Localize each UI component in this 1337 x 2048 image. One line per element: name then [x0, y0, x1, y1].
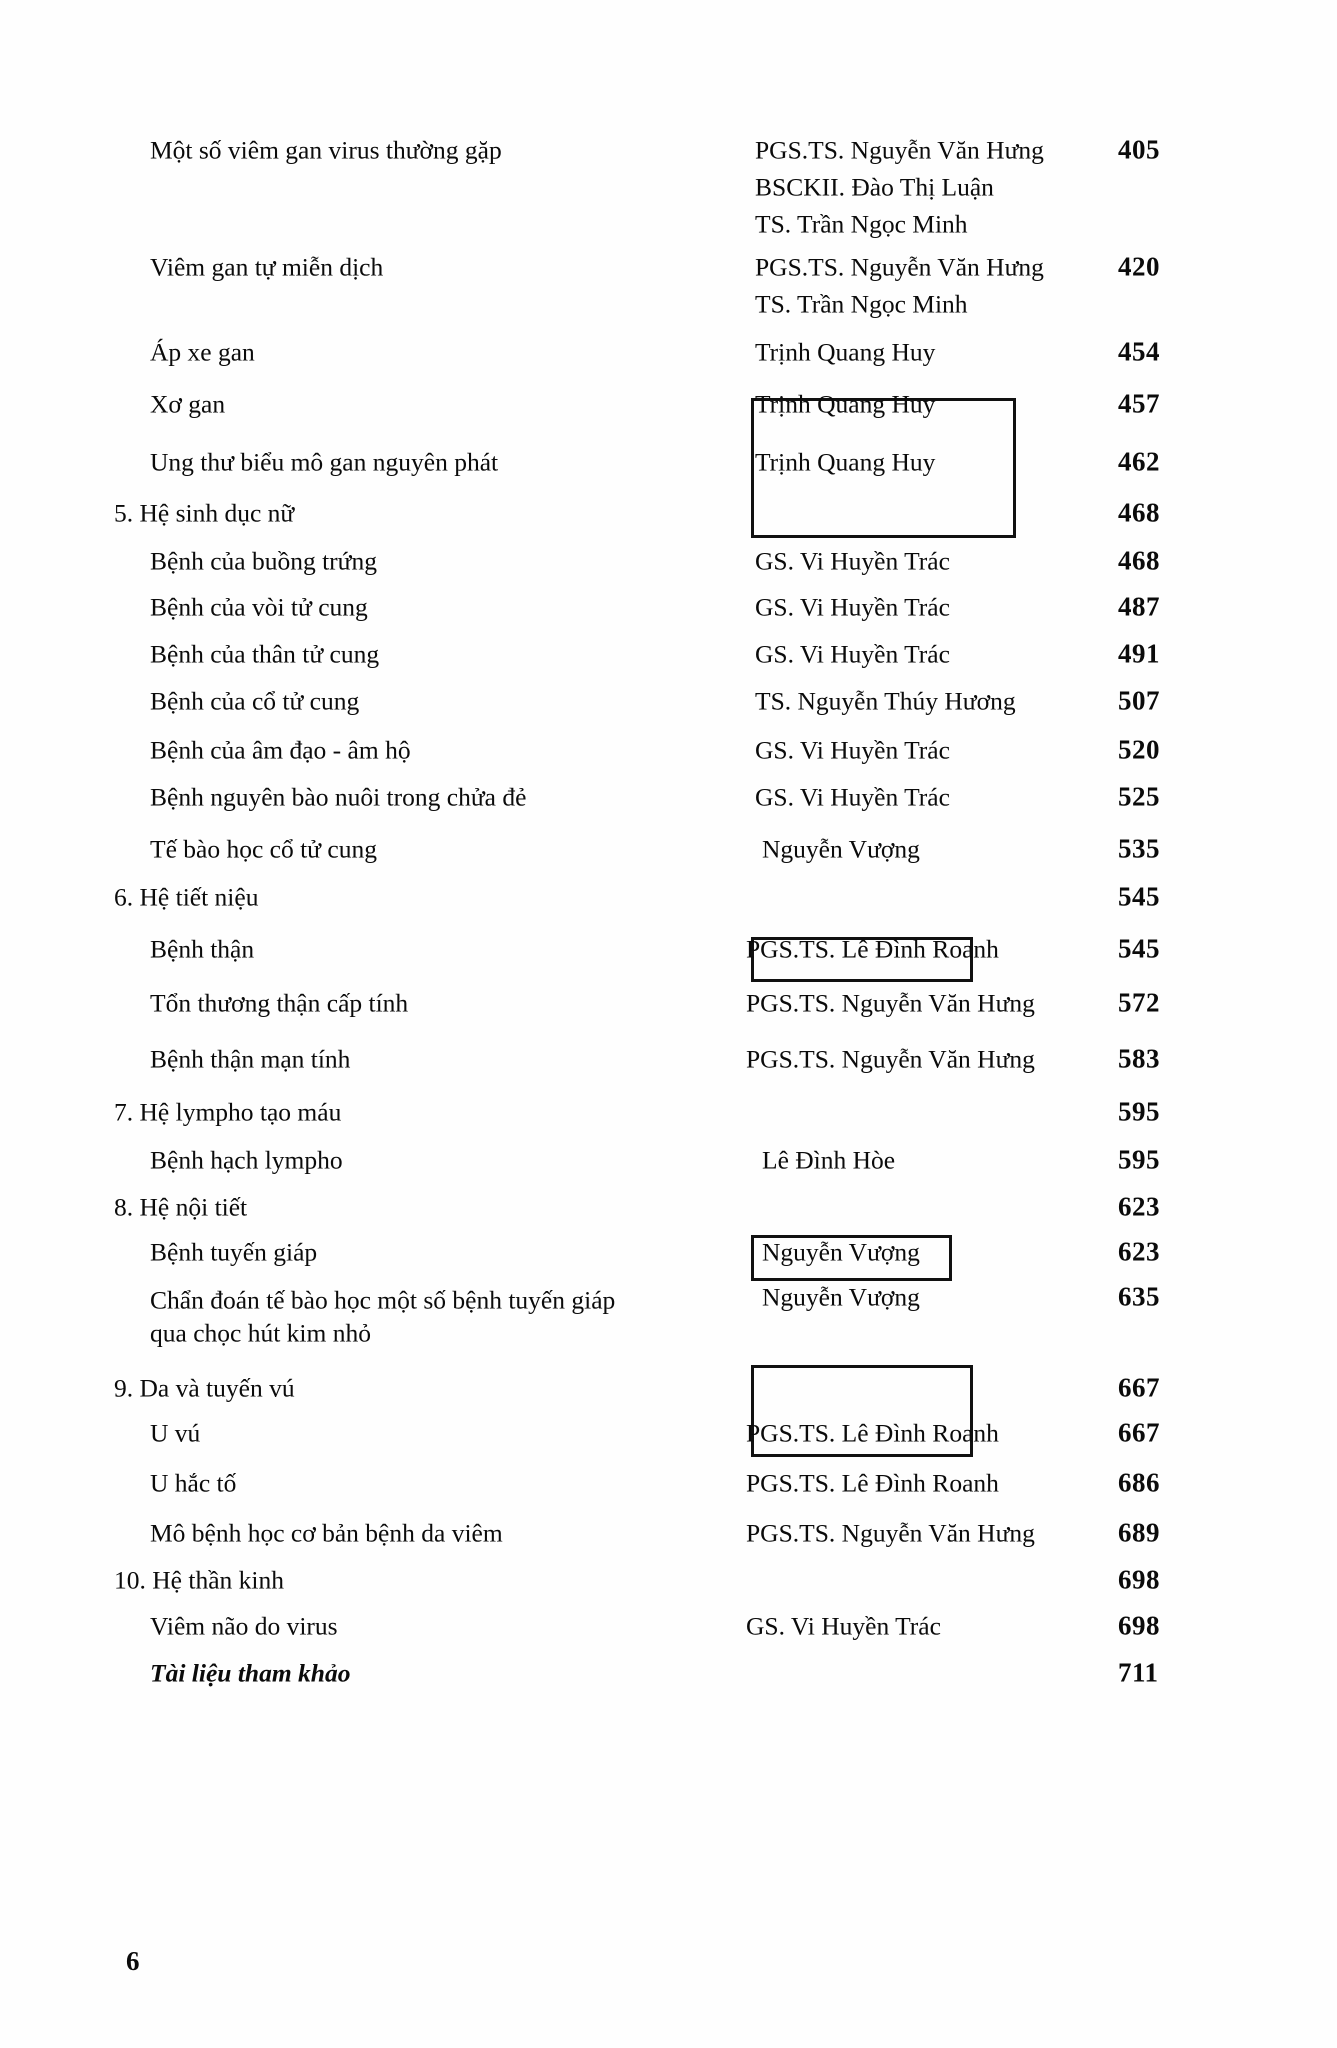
toc-entry-title[interactable]: Bệnh nguyên bào nuôi trong chửa đẻ — [150, 782, 527, 812]
toc-entry-title[interactable]: Viêm gan tự miễn dịch — [150, 252, 384, 282]
toc-entry-page[interactable]: 623 — [1118, 1236, 1160, 1267]
toc-entry-page[interactable]: 487 — [1118, 591, 1160, 622]
toc-entry-title[interactable]: Bệnh thận — [150, 934, 255, 964]
toc-entry-page[interactable]: 698 — [1118, 1610, 1160, 1641]
toc-entry-author: Trịnh Quang Huy — [755, 337, 936, 367]
toc-entry-page[interactable]: 520 — [1118, 734, 1160, 765]
toc-entry-author: GS. Vi Huyền Trác — [755, 782, 950, 812]
toc-entry-author: PGS.TS. Nguyễn Văn Hưng — [755, 135, 1044, 165]
toc-entry-title[interactable]: Bệnh của thân tử cung — [150, 639, 380, 669]
toc-entry-author: Nguyễn Vượng — [762, 1282, 920, 1312]
toc-entry-page[interactable]: 667 — [1118, 1417, 1160, 1448]
toc-entry-title[interactable]: U vú — [150, 1418, 201, 1448]
toc-section-title[interactable]: 7. Hệ lympho tạo máu — [114, 1097, 342, 1127]
toc-entry-page[interactable]: 583 — [1118, 1043, 1160, 1074]
toc-entry-page[interactable]: 462 — [1118, 446, 1160, 477]
toc-entry-page[interactable]: 545 — [1118, 933, 1160, 964]
toc-entry-page[interactable]: 698 — [1118, 1564, 1160, 1595]
toc-entry-page[interactable]: 667 — [1118, 1372, 1160, 1403]
toc-entry-title[interactable]: U hắc tố — [150, 1468, 237, 1498]
toc-entry-page[interactable]: 545 — [1118, 881, 1160, 912]
toc-entry-author: PGS.TS. Nguyễn Văn Hưng — [746, 1518, 1035, 1548]
toc-entry-title[interactable]: Viêm não do virus — [150, 1611, 338, 1641]
toc-entry-author: Nguyễn Vượng — [762, 834, 920, 864]
toc-entry-author: TS. Trần Ngọc Minh — [755, 209, 968, 239]
toc-entry-title[interactable]: Bệnh của cổ tử cung — [150, 686, 360, 716]
toc-entry-author: GS. Vi Huyền Trác — [755, 592, 950, 622]
toc-entry-title[interactable]: Tế bào học cổ tử cung — [150, 834, 377, 864]
toc-entry-page[interactable]: 595 — [1118, 1096, 1160, 1127]
toc-entry-page[interactable]: 623 — [1118, 1191, 1160, 1222]
toc-entry-page[interactable]: 595 — [1118, 1144, 1160, 1175]
toc-entry-author: Nguyễn Vượng — [762, 1237, 920, 1267]
toc-entry-author: Lê Đình Hòe — [762, 1145, 896, 1175]
toc-section-title[interactable]: 6. Hệ tiết niệu — [114, 882, 259, 912]
toc-entry-author: PGS.TS. Lê Đình Roanh — [746, 934, 999, 964]
toc-entry-author: Trịnh Quang Huy — [755, 447, 936, 477]
toc-entry-author: GS. Vi Huyền Trác — [746, 1611, 941, 1641]
toc-entry-title[interactable]: Bệnh thận mạn tính — [150, 1044, 351, 1074]
toc-entry-page[interactable]: 507 — [1118, 685, 1160, 716]
toc-entry-author: Trịnh Quang Huy — [755, 389, 936, 419]
toc-entry-author: PGS.TS. Nguyễn Văn Hưng — [755, 252, 1044, 282]
toc-section-title[interactable]: 10. Hệ thần kinh — [114, 1565, 284, 1595]
toc-entry-page[interactable]: 572 — [1118, 987, 1160, 1018]
toc-entry-page[interactable]: 454 — [1118, 336, 1160, 367]
toc-entry-title[interactable]: Chẩn đoán tế bào học một số bệnh tuyến giáp qua chọc hút kim nhỏ — [150, 1285, 616, 1347]
toc-entry-author: PGS.TS. Lê Đình Roanh — [746, 1468, 999, 1498]
toc-entry-author: GS. Vi Huyền Trác — [755, 546, 950, 576]
toc-section-title[interactable]: 9. Da và tuyến vú — [114, 1373, 295, 1403]
toc-entry-title[interactable]: Áp xe gan — [150, 337, 255, 367]
toc-entry-page[interactable]: 420 — [1118, 251, 1160, 282]
toc-entry-title[interactable]: Một số viêm gan virus thường gặp — [150, 135, 502, 165]
toc-entry-author: TS. Nguyễn Thúy Hương — [755, 686, 1016, 716]
toc-entry-page[interactable]: 457 — [1118, 388, 1160, 419]
toc-entry-page[interactable]: 468 — [1118, 545, 1160, 576]
toc-entry-title-references[interactable]: Tài liệu tham khảo — [150, 1658, 351, 1688]
toc-entry-author: GS. Vi Huyền Trác — [755, 639, 950, 669]
toc-entry-title[interactable]: Bệnh hạch lympho — [150, 1145, 343, 1175]
toc-entry-page[interactable]: 686 — [1118, 1467, 1160, 1498]
toc-entry-page[interactable]: 405 — [1118, 134, 1160, 165]
toc-entry-author: BSCKII. Đào Thị Luận — [755, 172, 994, 202]
toc-section-title[interactable]: 8. Hệ nội tiết — [114, 1192, 248, 1222]
toc-entry-page[interactable]: 525 — [1118, 781, 1160, 812]
toc-entry-title[interactable]: Bệnh của buồng trứng — [150, 546, 377, 576]
toc-entry-title[interactable]: Bệnh của vòi tử cung — [150, 592, 368, 622]
toc-entry-title[interactable]: Mô bệnh học cơ bản bệnh da viêm — [150, 1518, 503, 1548]
toc-section-title[interactable]: 5. Hệ sinh dục nữ — [114, 498, 295, 528]
toc-entry-author: PGS.TS. Lê Đình Roanh — [746, 1418, 999, 1448]
toc-entry-page[interactable]: 535 — [1118, 833, 1160, 864]
toc-entry-title[interactable]: Bệnh của âm đạo - âm hộ — [150, 735, 411, 765]
page-folio-number: 6 — [126, 1946, 140, 1976]
toc-entry-author: GS. Vi Huyền Trác — [755, 735, 950, 765]
toc-entry-page[interactable]: 491 — [1118, 638, 1160, 669]
toc-entry-title[interactable]: Xơ gan — [150, 389, 226, 419]
toc-entry-author: PGS.TS. Nguyễn Văn Hưng — [746, 1044, 1035, 1074]
toc-entry-page[interactable]: 635 — [1118, 1281, 1160, 1312]
toc-entry-title[interactable]: Ung thư biểu mô gan nguyên phát — [150, 447, 499, 477]
toc-entry-page[interactable]: 711 — [1118, 1657, 1159, 1688]
toc-entry-author: PGS.TS. Nguyễn Văn Hưng — [746, 988, 1035, 1018]
toc-entry-author: TS. Trần Ngọc Minh — [755, 289, 968, 319]
toc-entry-page[interactable]: 689 — [1118, 1517, 1160, 1548]
toc-entry-title[interactable]: Bệnh tuyến giáp — [150, 1237, 318, 1267]
toc-entry-page[interactable]: 468 — [1118, 497, 1160, 528]
toc-entry-title[interactable]: Tổn thương thận cấp tính — [150, 988, 409, 1018]
